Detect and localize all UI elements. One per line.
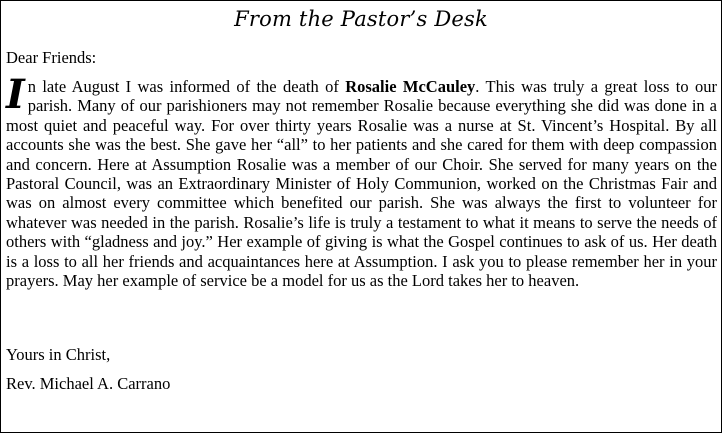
deceased-name: Rosalie McCauley (345, 77, 476, 96)
column-title: From the Pastor’s Desk (234, 7, 488, 31)
letter-body (6, 71, 717, 291)
signature: Rev. Michael A. Carrano (6, 374, 171, 393)
letter-intro: n late August I was informed of the death of (27, 77, 346, 96)
drop-cap: I (6, 71, 25, 118)
closing: Yours in Christ, (6, 345, 111, 364)
letter-paragraph: . This was truly a great loss to our parish. Many of our parishioners may not remember Rosalie because everything she did was done in a most quiet and peaceful way. For over thirty years Rosalie was a nurse at St. Vincent’s Hospital. By all accounts she was the best. She gave her “all” to her patients and she cared for them with deep compassion and concern. Here at Assumption Rosalie was a member of our Choir. She served for many years on the Pastoral Council, was an Extraordinary Minister of Holy Communion, worked on the Christmas Fair and was on almost every committee which benefited our parish. She was always the first to volunteer for whatever was needed in the parish. Rosalie’s life is truly a testament to what it means to serve the needs of others with “gladness and joy.” Her example of giving is what the Gospel continues to ask of us. Her death is a loss to all her friends and acquaintances here at Assumption. I ask you to please remember her in your prayers. May her example of service be a model for us as the Lord takes her to heaven. (6, 77, 717, 291)
salutation: Dear Friends: (6, 48, 97, 67)
